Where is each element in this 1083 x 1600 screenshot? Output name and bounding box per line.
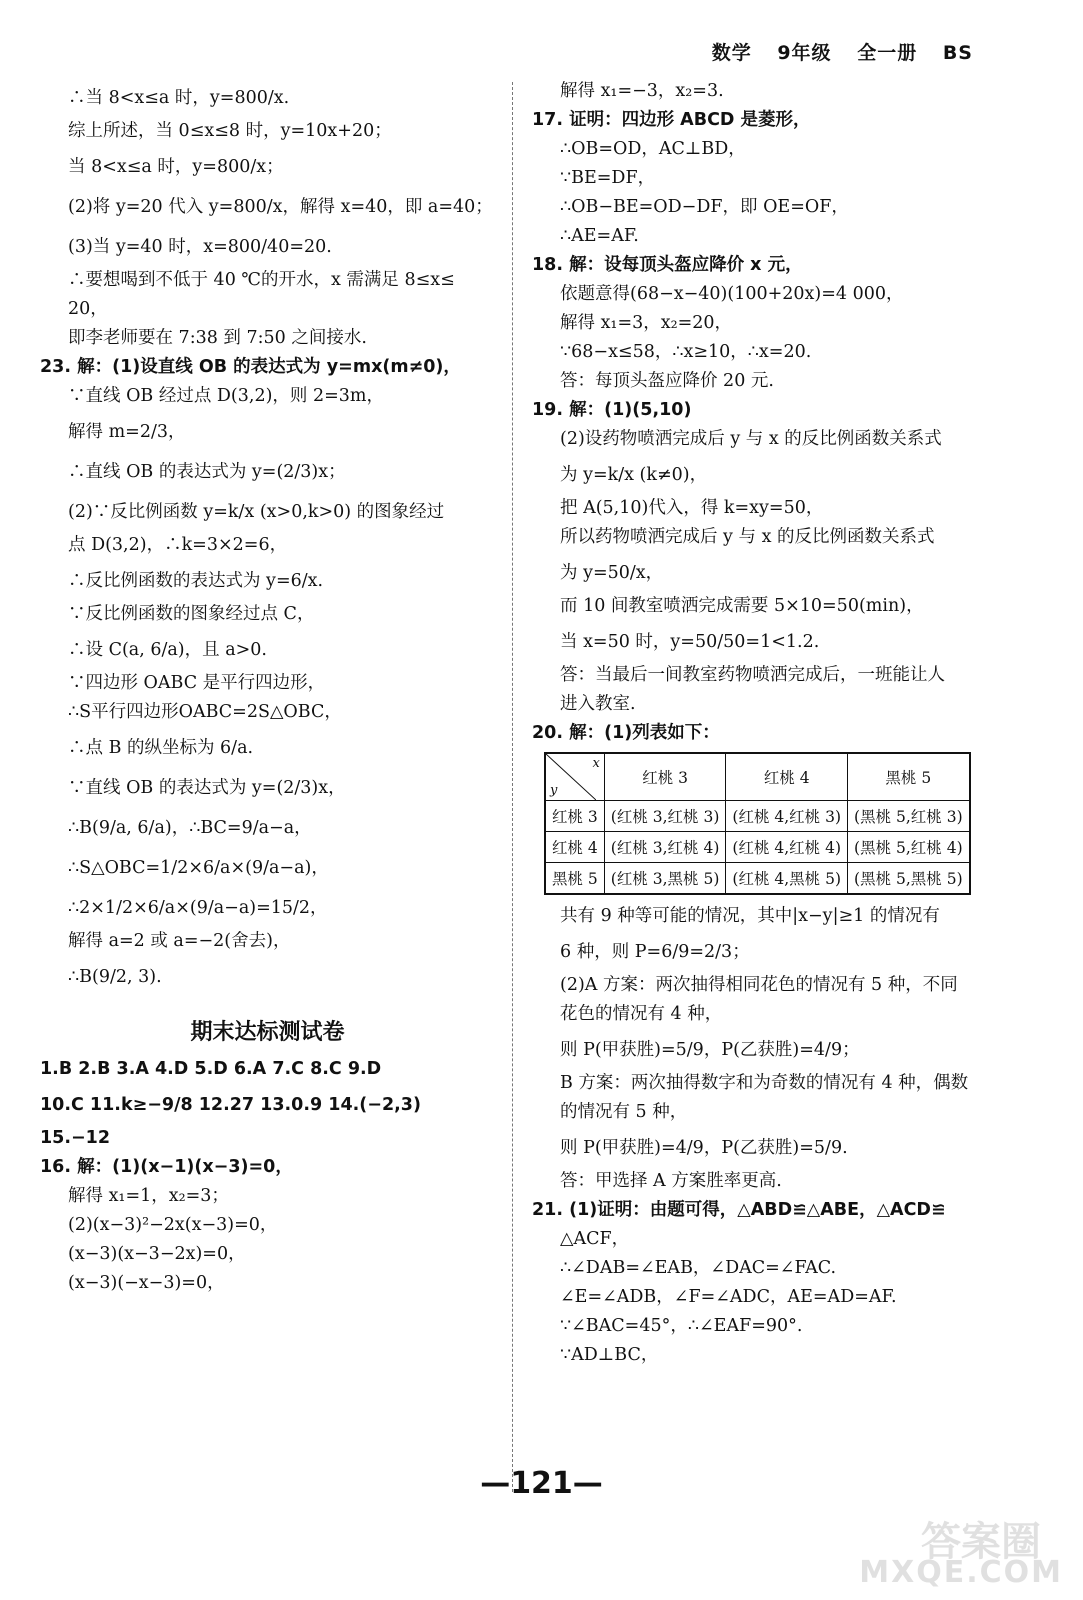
text-line: 解得 x₁=1，x₂=3； <box>68 1186 229 1206</box>
text-line: 为 y=50/x， <box>560 563 664 583</box>
text-line: ∴直线 OB 的表达式为 y=(2/3)x； <box>68 462 346 482</box>
text-line: 解得 a=2 或 a=−2(舍去)， <box>68 931 291 951</box>
text-line: 解得 m=2/3， <box>68 422 186 442</box>
column-divider <box>512 82 513 1492</box>
problem-16-heading: 16. 解：(1)(x−1)(x−3)=0， <box>40 1157 293 1177</box>
table-cell: (黑桃 5,黑桃 5) <box>848 863 970 895</box>
text-line: ∴OB−BE=OD−DF，即 OE=OF， <box>560 197 849 217</box>
problem-18-heading: 18. 解：设每顶头盔应降价 x 元， <box>532 255 803 275</box>
table-row <box>545 832 970 863</box>
table-cell: (红桃 4,红桃 4) <box>726 832 848 863</box>
text-line: ∠E=∠ADB，∠F=∠ADC，AE=AD=AF. <box>560 1287 897 1307</box>
watermark-logo <box>843 1510 1063 1590</box>
text-line: 共有 9 种等可能的情况，其中|x−y|≥1 的情况有 <box>560 906 940 926</box>
text-line: ∴∠DAB=∠EAB，∠DAC=∠FAC. <box>560 1258 837 1278</box>
problem-21-heading: 21. (1)证明：由题可得，△ABD≌△ABE，△ACD≌ <box>532 1200 946 1220</box>
corner-x-label: x <box>592 756 600 771</box>
table-header-row <box>545 753 970 801</box>
page-header <box>694 38 973 65</box>
text-line: 综上所述，当 0≤x≤8 时，y=10x+20； <box>68 121 392 141</box>
corner-y-label: y <box>550 783 558 798</box>
page-number: —121— <box>480 1466 603 1501</box>
text-line: 把 A(5,10)代入，得 k=xy=50， <box>560 498 824 518</box>
text-line: ∵四边形 OABC 是平行四边形， <box>68 673 326 693</box>
text-line: 答：甲选择 A 方案胜率更高. <box>560 1171 782 1191</box>
volume-label: 全一册 <box>857 42 918 64</box>
watermark-top-text: 答案圈 <box>921 1519 1041 1565</box>
problem-23-heading: 23. 解：(1)设直线 OB 的表达式为 y=mx(m≠0)， <box>40 357 461 377</box>
text-line: 的情况有 5 种， <box>560 1102 688 1122</box>
grade-label: 9年级 <box>777 42 832 64</box>
problem-20-heading: 20. 解：(1)列表如下： <box>532 723 720 743</box>
table-cell: (黑桃 5,红桃 4) <box>848 832 970 863</box>
text-line: ∴点 B 的纵坐标为 6/a. <box>68 738 254 758</box>
text-line: ∴S△OBC=1/2×6/a×(9/a−a)， <box>68 858 329 878</box>
text-line: ∵反比例函数的图象经过点 C， <box>68 604 315 624</box>
text-line: 所以药物喷洒完成后 y 与 x 的反比例函数关系式 <box>560 527 935 547</box>
text-line: ∴要想喝到不低于 40 ℃的开水，x 需满足 8≤x≤ <box>68 270 455 290</box>
text-line: 答：当最后一间教室药物喷洒完成后，一班能让人 <box>560 665 945 685</box>
text-line: (2)设药物喷洒完成后 y 与 x 的反比例函数关系式 <box>560 429 942 449</box>
text-line: ∵68−x≤58，∴x≥10，∴x=20. <box>560 342 812 362</box>
text-line: ∴B(9/a, 6/a)，∴BC=9/a−a， <box>68 818 312 838</box>
text-line: 6 种，则 P=6/9=2/3； <box>560 942 750 962</box>
table-row-header: 红桃 3 <box>545 801 604 832</box>
answer-line: 1.B 2.B 3.A 4.D 5.D 6.A 7.C 8.C 9.D <box>40 1059 382 1079</box>
text-line: ∴当 8<x≤a 时，y=800/x. <box>68 88 290 108</box>
text-line: ∵AD⊥BC， <box>560 1345 659 1365</box>
text-line: ∵BE=DF， <box>560 168 656 188</box>
text-line: (2)∵反比例函数 y=k/x (x>0,k>0) 的图象经过 <box>68 502 445 522</box>
table-row-header: 黑桃 5 <box>545 863 604 895</box>
text-line: ∴反比例函数的表达式为 y=6/x. <box>68 571 324 591</box>
text-line: ∵∠BAC=45°，∴∠EAF=90°. <box>560 1316 803 1336</box>
text-line: 而 10 间教室喷洒完成需要 5×10=50(min)， <box>560 596 924 616</box>
table-col-header: 黑桃 5 <box>848 753 970 801</box>
subject-label: 数学 <box>711 42 752 64</box>
table-cell: (红桃 3,红桃 3) <box>604 801 726 832</box>
text-line: 花色的情况有 4 种， <box>560 1004 723 1024</box>
answer-line: 10.C 11.k≥−9/8 12.27 13.0.9 14.(−2,3) <box>40 1095 421 1115</box>
text-line: 则 P(甲获胜)=5/9，P(乙获胜)=4/9； <box>560 1040 860 1060</box>
table-row <box>545 863 970 895</box>
text-line: 进入教室. <box>560 694 636 714</box>
text-line: 则 P(甲获胜)=4/9，P(乙获胜)=5/9. <box>560 1138 848 1158</box>
text-line: ∴AE=AF. <box>560 226 639 246</box>
table-col-header: 红桃 3 <box>604 753 726 801</box>
text-line: 当 x=50 时，y=50/50=1<1.2. <box>560 632 820 652</box>
table-row <box>545 801 970 832</box>
table-cell: (黑桃 5,红桃 3) <box>848 801 970 832</box>
text-line: ∴设 C(a, 6/a)，且 a>0. <box>68 640 267 660</box>
text-line: (x−3)(x−3−2x)=0， <box>68 1244 246 1264</box>
edition-label: BS <box>942 42 973 64</box>
text-line: (2)A 方案：两次抽得相同花色的情况有 5 种，不同 <box>560 975 958 995</box>
text-line: (x−3)(−x−3)=0， <box>68 1273 225 1293</box>
text-line: (2)(x−3)²−2x(x−3)=0， <box>68 1215 278 1235</box>
text-line: 解得 x₁=3，x₂=20， <box>560 313 733 333</box>
answer-line: 15.−12 <box>40 1128 111 1148</box>
table-corner-cell <box>545 753 604 801</box>
text-line: 20， <box>68 299 108 319</box>
table-cell: (红桃 4,红桃 3) <box>726 801 848 832</box>
table-cell: (红桃 3,黑桃 5) <box>604 863 726 895</box>
text-line: (3)当 y=40 时，x=800/40=20. <box>68 237 332 257</box>
problem-19-heading: 19. 解：(1)(5,10) <box>532 400 692 420</box>
text-line: ∴2×1/2×6/a×(9/a−a)=15/2， <box>68 898 328 918</box>
right-column <box>532 78 987 1371</box>
text-line: 点 D(3,2)，∴k=3×2=6， <box>68 535 288 555</box>
outcome-table <box>544 752 971 895</box>
table-cell: (红桃 4,黑桃 5) <box>726 863 848 895</box>
table-row-header: 红桃 4 <box>545 832 604 863</box>
text-line: ∴B(9/2, 3). <box>68 967 162 987</box>
table-cell: (红桃 3,红桃 4) <box>604 832 726 863</box>
text-line: ∴OB=OD，AC⊥BD， <box>560 139 746 159</box>
problem-17-heading: 17. 证明：四边形 ABCD 是菱形， <box>532 110 811 130</box>
text-line: (2)将 y=20 代入 y=800/x，解得 x=40，即 a=40； <box>68 197 493 217</box>
text-line: B 方案：两次抽得数字和为奇数的情况有 4 种，偶数 <box>560 1073 969 1093</box>
text-line: 为 y=k/x (k≠0)， <box>560 465 708 485</box>
text-line: ∵直线 OB 经过点 D(3,2)，则 2=3m， <box>68 386 384 406</box>
text-line: 依题意得(68−x−40)(100+20x)=4 000， <box>560 284 904 304</box>
section-title: 期末达标测试卷 <box>190 1020 345 1045</box>
table-col-header: 红桃 4 <box>726 753 848 801</box>
left-column <box>40 78 495 1299</box>
text-line: △ACF， <box>560 1229 630 1249</box>
text-line: 答：每顶头盔应降价 20 元. <box>560 371 774 391</box>
text-line: ∵直线 OB 的表达式为 y=(2/3)x， <box>68 778 346 798</box>
text-line: 即李老师要在 7:38 到 7:50 之间接水. <box>68 328 367 348</box>
text-line: 当 8<x≤a 时，y=800/x； <box>68 157 284 177</box>
text-line: ∴S平行四边形OABC=2S△OBC， <box>68 702 342 722</box>
text-line: 解得 x₁=−3，x₂=3. <box>560 81 724 101</box>
watermark-bottom-text: MXQE.COM <box>859 1555 1063 1590</box>
